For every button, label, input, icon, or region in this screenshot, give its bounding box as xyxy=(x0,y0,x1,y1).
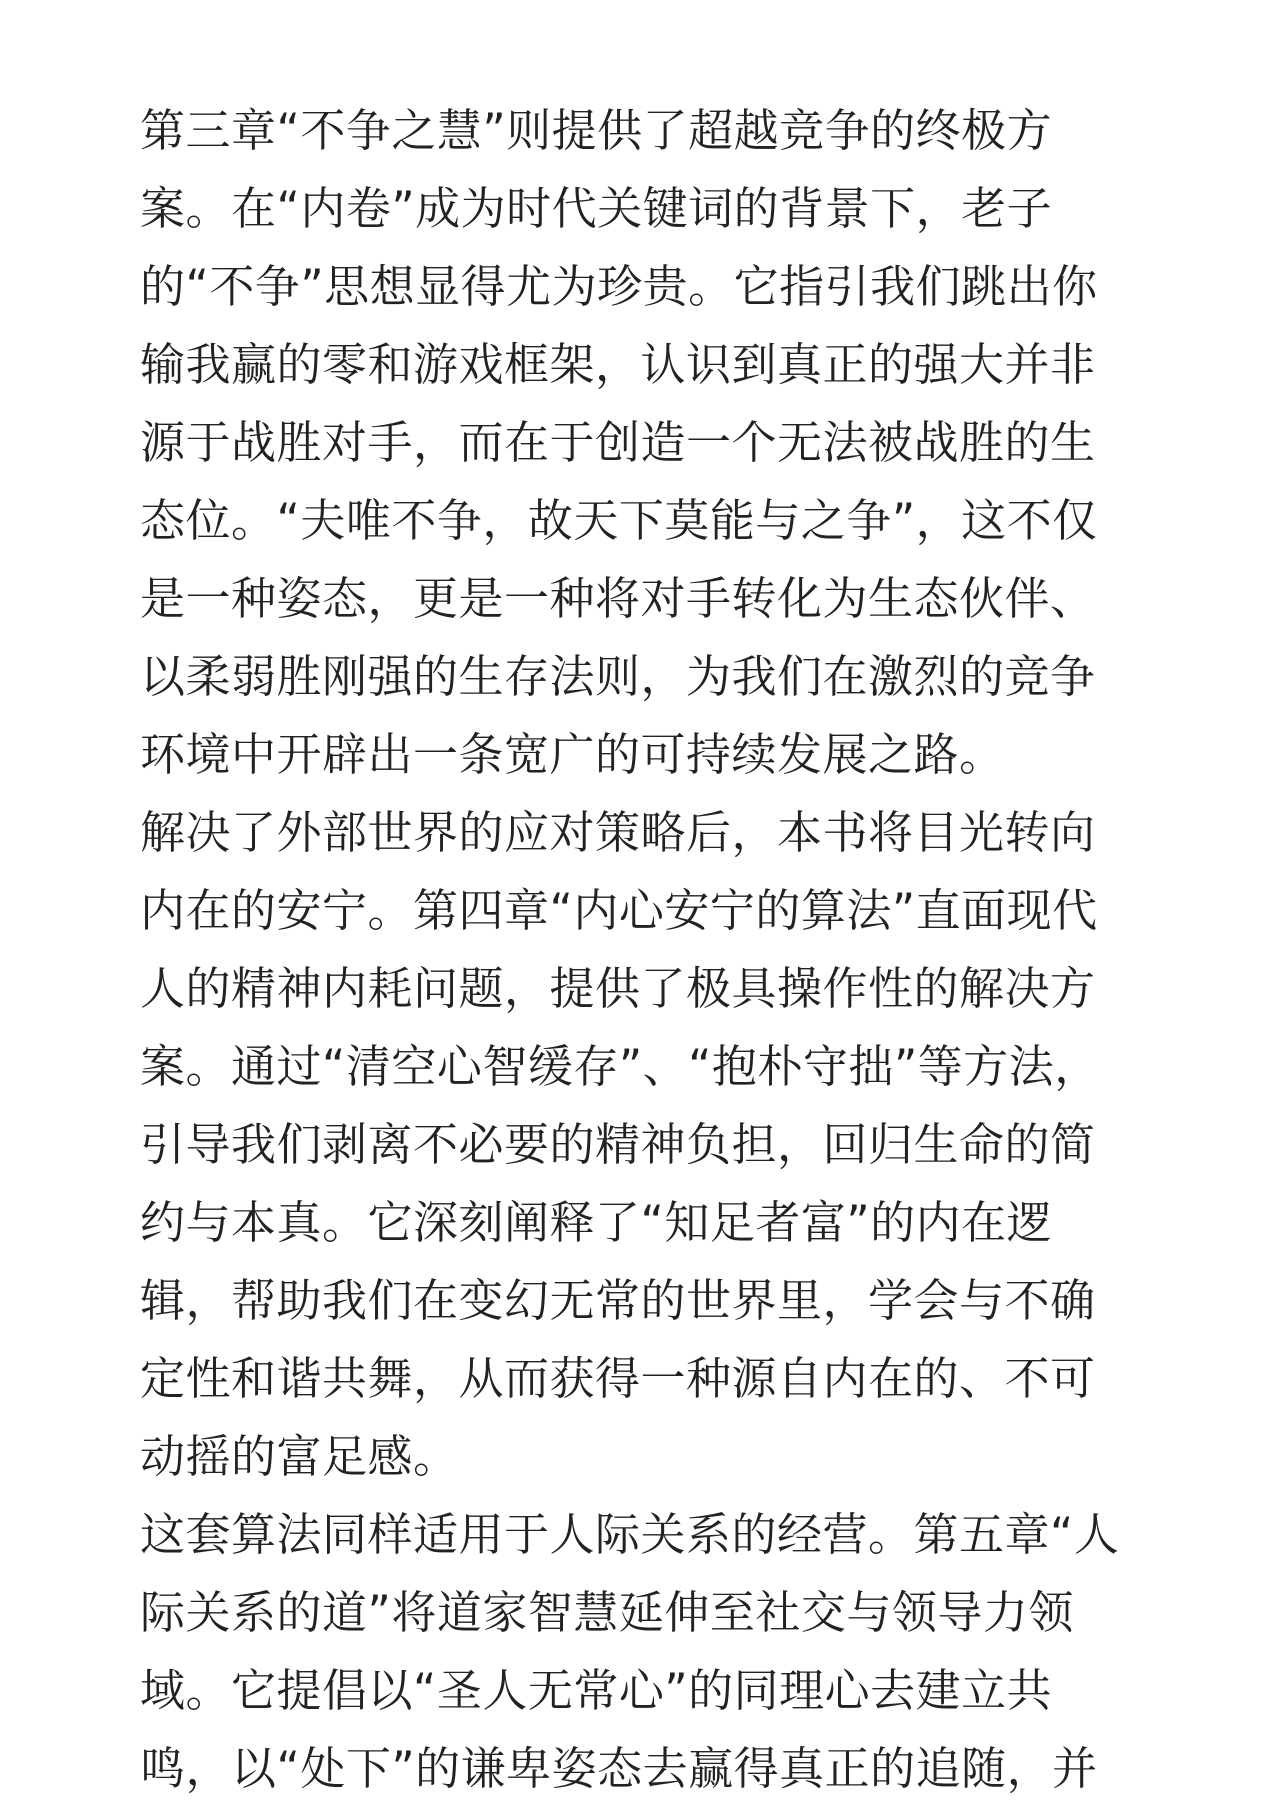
paragraph-chapter-four: 解决了外部世界的应对策略后，本书将目光转向内在的安宁。第四章“内心安宁的算法”直面现代人的精神内耗问题，提供了极具操作性的解决方案。通过“清空心智缓存”、“抱朴守拙”等方法，引导我们剥离不必要的精神负担，回归生命的简约与本真。它深刻阐释了“知足者富”的内在逻辑，帮助我们在变幻无常的世界里，学会与不确定性和谐共舞，从而获得一种源自内在的、不可动摇的富足感。 xyxy=(140,806,1100,1483)
paragraph-chapter-three: 第三章“不争之慧”则提供了超越竞争的终极方案。在“内卷”成为时代关键词的背景下，老子的“不争”思想显得尤为珍贵。它指引我们跳出你输我赢的零和游戏框架，认识到真正的强大并非源于战胜对手，而在于创造一个无法被战胜的生态位。“夫唯不争，故天下莫能与之争”，这不仅是一种姿态，更是一种将对手转化为生态伙伴、以柔弱胜刚强的生存法则，为我们在激烈的竞争环境中开辟出一条宽广的可持续发展之路。 xyxy=(140,104,1098,781)
document-page xyxy=(140,92,1140,1808)
paragraph-chapter-five: 这套算法同样适用于人际关系的经营。第五章“人际关系的道”将道家智慧延伸至社交与领导力领域。它提倡以“圣人无常心”的同理心去建立共鸣，以“处下”的谦卑姿态去赢得真正的追随，并 xyxy=(140,1508,1120,1795)
